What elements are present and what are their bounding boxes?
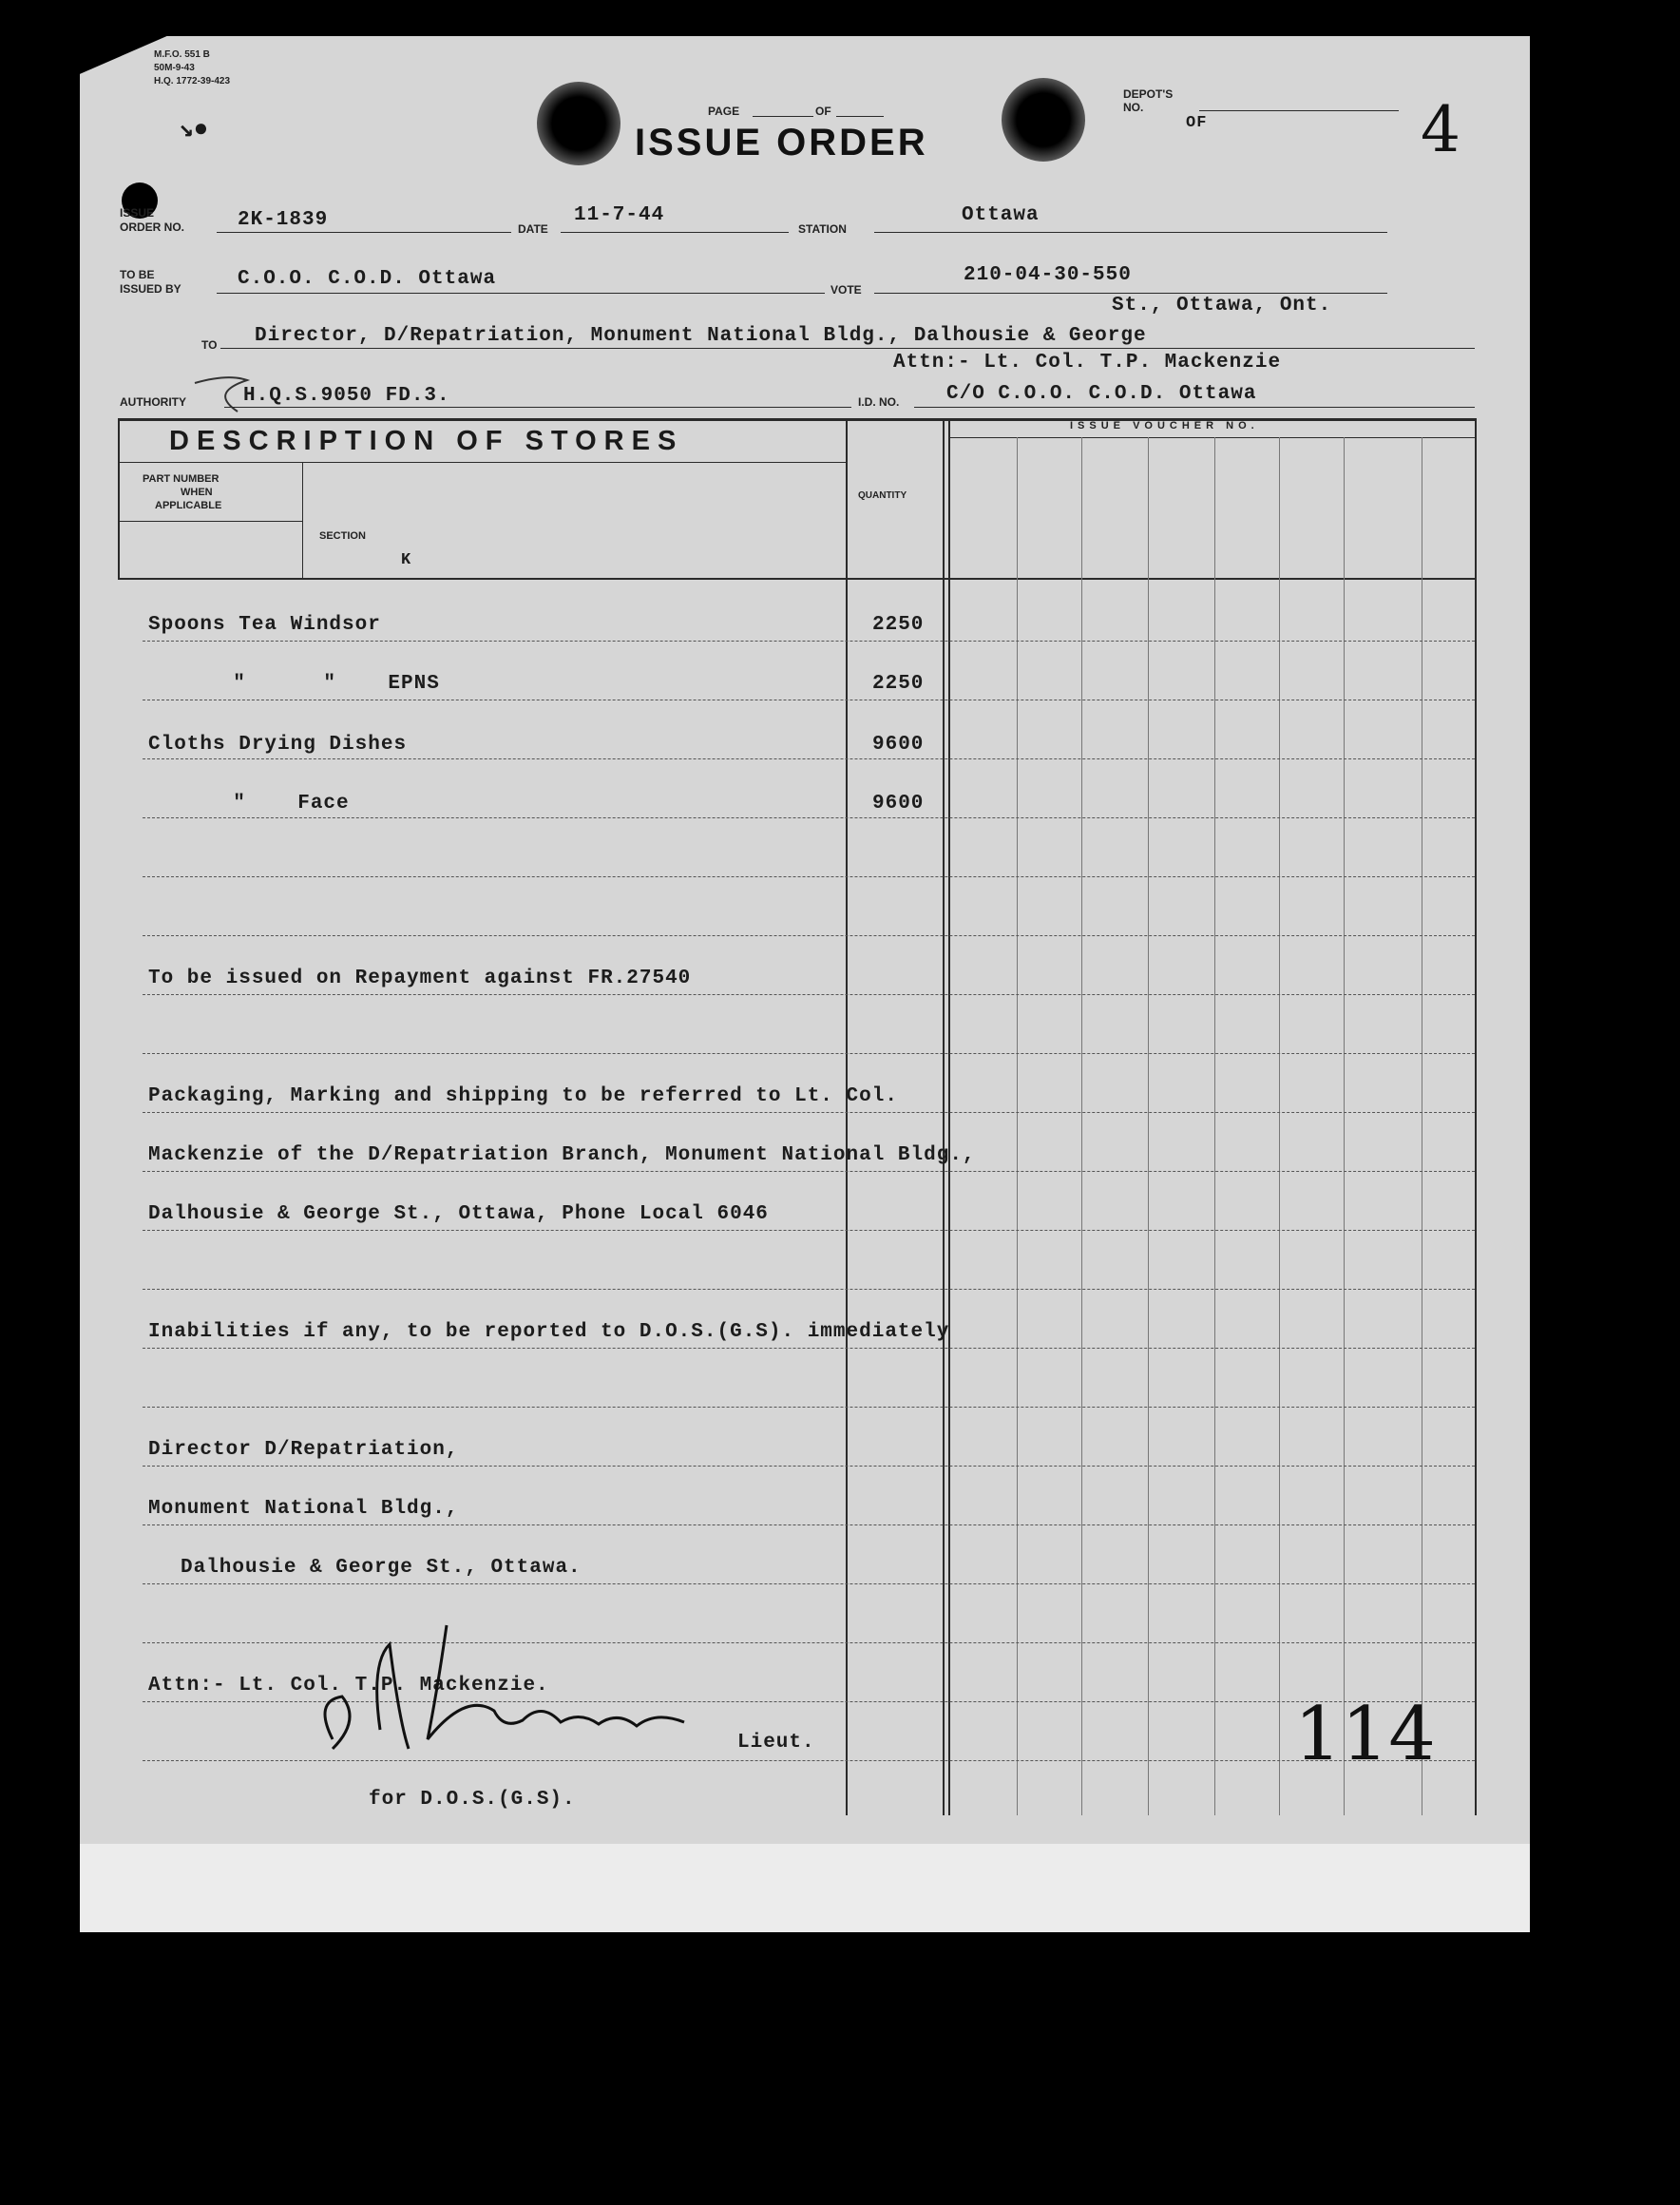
attn-footer: Attn:- Lt. Col. T.P. Mackenzie.: [148, 1675, 549, 1697]
table-header-bottom-border: [118, 578, 1475, 580]
form-code: H.Q. 1772-39-423: [154, 76, 231, 86]
station-value: Ottawa: [962, 204, 1040, 226]
item-description: " " EPNS: [207, 673, 440, 695]
item-description: Spoons Tea Windsor: [148, 614, 381, 636]
quantity-column-right-border: [943, 418, 945, 1815]
ruled-line: [143, 1053, 1475, 1054]
for-line: for D.O.S.(G.S).: [369, 1789, 576, 1811]
ruled-line: [143, 1112, 1475, 1113]
to-underline: [220, 348, 1475, 349]
ruled-line: [143, 817, 1475, 818]
ruled-line: [143, 758, 1475, 759]
ruled-line: [143, 1230, 1475, 1231]
ruled-line: [143, 641, 1475, 642]
to-value: Director, D/Repatriation, Monument National Bldg., Dalhousie & George: [255, 325, 1147, 347]
note-line: To be issued on Repayment against FR.27540: [148, 968, 692, 989]
address-line: Monument National Bldg.,: [148, 1498, 459, 1520]
form-code: M.F.O. 551 B: [154, 49, 210, 60]
issue-voucher-label: ISSUE VOUCHER NO.: [1070, 420, 1259, 431]
signature-icon: [304, 1606, 751, 1777]
vote-underline: [874, 293, 1387, 294]
issued-by-value: C.O.O. C.O.D. Ottawa: [238, 268, 497, 290]
ruled-line: [143, 1407, 1475, 1408]
part-number-label: WHEN: [181, 487, 213, 498]
note-line: Packaging, Marking and shipping to be referred to Lt. Col.: [148, 1085, 898, 1107]
quantity-label: QUANTITY: [858, 490, 907, 501]
date-underline: [561, 232, 789, 233]
note-line: Dalhousie & George St., Ottawa, Phone Local 6046: [148, 1203, 769, 1225]
ruled-line: [143, 935, 1475, 936]
station-underline: [874, 232, 1387, 233]
voucher-header-underline: [948, 437, 1475, 438]
to-label: TO: [201, 338, 218, 352]
ruled-line: [143, 1466, 1475, 1467]
to-line-continued: St., Ottawa, Ont.: [1112, 295, 1332, 316]
punch-hole-left-icon: [537, 82, 620, 165]
depot-underline: [1199, 110, 1399, 111]
item-quantity: 9600: [872, 793, 925, 815]
page-underline: [753, 116, 813, 117]
voucher-column-divider: [1081, 437, 1082, 1815]
depot-no-label: NO.: [1123, 101, 1144, 114]
ruled-line: [143, 1524, 1475, 1525]
section-label: SECTION: [319, 530, 366, 542]
of-label: OF: [815, 105, 831, 118]
item-quantity: 2250: [872, 614, 925, 636]
voucher-column-left-border: [948, 418, 950, 1815]
rank-label: Lieut.: [737, 1732, 815, 1754]
corner-page-number: 4: [1421, 93, 1460, 166]
date-label: DATE: [518, 222, 548, 236]
authority-label: AUTHORITY: [120, 395, 186, 409]
part-number-label: PART NUMBER: [143, 473, 220, 485]
part-number-label: APPLICABLE: [155, 500, 222, 511]
vote-label: VOTE: [830, 283, 862, 297]
date-value: 11-7-44: [574, 204, 665, 226]
attn-value: Attn:- Lt. Col. T.P. Mackenzie: [893, 352, 1282, 374]
quantity-column-left-border: [846, 418, 848, 1815]
item-description: " Face: [207, 793, 350, 815]
item-quantity: 9600: [872, 734, 925, 756]
voucher-column-divider: [1214, 437, 1215, 1815]
order-no-underline: [217, 232, 511, 233]
item-quantity: 2250: [872, 673, 925, 695]
of-underline: [836, 116, 884, 117]
description-header-underline: [118, 462, 846, 463]
form-code: 50M-9-43: [154, 63, 195, 73]
ruled-line: [143, 876, 1475, 877]
issued-by-label: ISSUED BY: [120, 282, 181, 296]
order-no-label: ORDER NO.: [120, 220, 185, 234]
part-number-column-divider: [302, 462, 303, 580]
section-value: K: [401, 551, 412, 569]
note-line: Mackenzie of the D/Repatriation Branch, Monument National Bldg.,: [148, 1144, 976, 1166]
depot-label: DEPOT'S: [1123, 87, 1174, 101]
address-line: Director D/Repatriation,: [148, 1439, 459, 1461]
description-header: DESCRIPTION OF STORES: [169, 426, 684, 456]
note-line: Inabilities if any, to be reported to D.O.S.(G.S). immediately: [148, 1321, 950, 1343]
voucher-column-divider: [1148, 437, 1149, 1815]
handwritten-number: 114: [1294, 1692, 1436, 1777]
order-no-value: 2K-1839: [238, 209, 329, 231]
id-no-value: C/O C.O.O. C.O.D. Ottawa: [946, 383, 1257, 405]
table-top-border: [118, 418, 1475, 421]
issue-label: ISSUE: [120, 206, 155, 220]
voucher-column-divider: [1344, 437, 1345, 1815]
to-be-label: TO BE: [120, 268, 155, 281]
authority-underline: [224, 407, 851, 408]
table-right-border: [1475, 418, 1477, 1815]
punch-hole-right-icon: [1002, 78, 1085, 162]
ruled-line: [143, 994, 1475, 995]
ruled-line: [143, 1171, 1475, 1172]
ink-mark-icon: ↘●: [179, 115, 209, 144]
page-label: PAGE: [708, 105, 740, 118]
id-no-label: I.D. NO.: [858, 395, 900, 409]
ruled-line: [143, 1348, 1475, 1349]
ruled-line: [143, 1583, 1475, 1584]
table-left-border: [118, 418, 120, 580]
depot-value: OF: [1186, 114, 1208, 132]
station-label: STATION: [798, 222, 847, 236]
item-description: Cloths Drying Dishes: [148, 734, 408, 756]
voucher-column-divider: [1017, 437, 1018, 1815]
voucher-column-divider: [1279, 437, 1280, 1815]
address-line: Dalhousie & George St., Ottawa.: [181, 1557, 582, 1579]
ruled-line: [143, 1289, 1475, 1290]
paper-lower-strip: [80, 1844, 1530, 1932]
authority-value: H.Q.S.9050 FD.3.: [243, 385, 450, 407]
issued-by-underline: [217, 293, 825, 294]
vote-value: 210-04-30-550: [964, 264, 1132, 286]
part-number-underline: [118, 521, 302, 522]
id-no-underline: [914, 407, 1475, 408]
form-title: ISSUE ORDER: [635, 122, 928, 163]
